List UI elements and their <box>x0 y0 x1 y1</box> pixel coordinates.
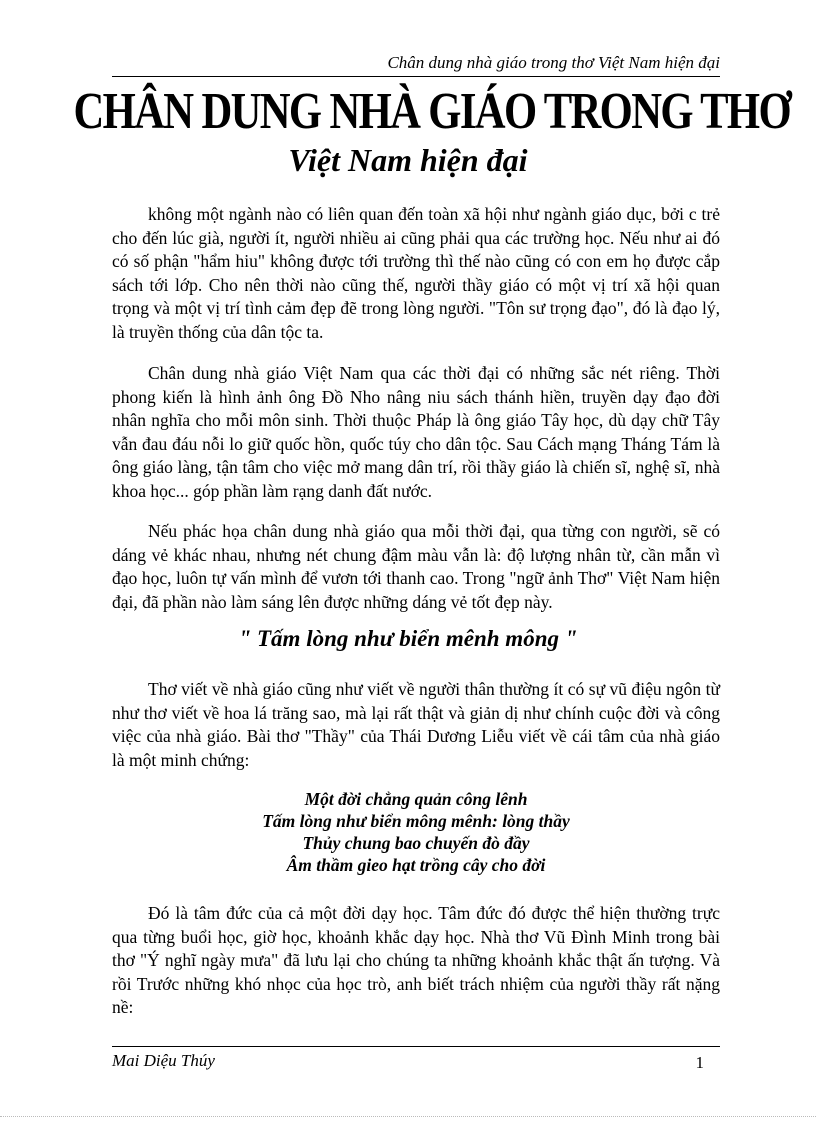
closing-paragraph-block <box>112 902 720 1020</box>
document-title: CHÂN DUNG NHÀ GIÁO TRONG THƠ <box>73 83 790 140</box>
paragraph-1: không một ngành nào có liên quan đến toàn xã hội như ngành giáo dục, bởi c trẻ cho đến lúc già, người ít, người nhiều ai cũng phải qua các trường học. Nếu như ai đó có số phận "hẩm hiu" không được tới trường thì thế nào cũng có con em họ được cắp sách tới lớp. Cho nên thời nào cũng thế, người thầy giáo có một vị trí xã hội quan trọng và một vị trí tình cảm đẹp đẽ trong lòng người. "Tôn sư trọng đạo", đó là đạo lý, là truyền thống của dân tộc ta. <box>112 204 720 342</box>
section-heading: " Tấm lòng như biển mênh mông " <box>238 626 578 651</box>
poem-line: Thủy chung bao chuyến đò đầy <box>302 833 530 853</box>
footer-author: Mai Diệu Thúy <box>112 1051 215 1070</box>
history-paragraph <box>112 362 720 503</box>
poem-line: Âm thầm gieo hạt trồng cây cho đời <box>286 855 546 875</box>
poem-block <box>112 788 720 876</box>
section-paragraph: Thơ viết về nhà giáo cũng như viết về người thân thường ít có sự vũ điệu ngôn từ như thơ viết về hoa lá trăng sao, mà lại rất thật và giản dị như chính cuộc đời và công việc của nhà giáo. Bài thơ "Thầy" của Thái Dương Liễu viết về cái tâm của nhà giáo là một minh chứng: <box>112 679 720 770</box>
document-subtitle: Việt Nam hiện đại <box>288 142 528 178</box>
footer-rule <box>112 1046 720 1047</box>
paragraph-2: Chân dung nhà giáo Việt Nam qua các thời đại có những sắc nét riêng. Thời phong kiến là hình ảnh ông Đồ Nho nâng niu sách thánh hiền, truyền dạy đạo đời nhân nghĩa cho mỗi môn sinh. Thời thuộc Pháp là ông giáo Tây học, dù dạy chữ Tây vẫn đau đáu nỗi lo giữ quốc hồn, quốc túy cho dân tộc. Sau Cách mạng Tháng Tám là ông giáo làng, tận tâm cho việc mở mang dân trí, rồi thầy giáo là chiến sĩ, nghệ sĩ, nhà khoa học... góp phần làm rạng danh đất nước. <box>112 363 720 501</box>
intro-paragraph <box>112 203 720 344</box>
poem-line: Một đời chẳng quản công lênh <box>304 789 528 809</box>
section-paragraph-block <box>112 678 720 772</box>
page-number: 1 <box>695 1053 704 1072</box>
closing-paragraph: Đó là tâm đức của cả một đời dạy học. Tâm đức đó được thể hiện thường trực qua từng buổi học, giờ học, khoảnh khắc dạy học. Nhà thơ Vũ Đình Minh trong bài thơ "Ý nghĩ ngày mưa" đã lưu lại cho chúng ta những khoảnh khắc thật ấn tượng. Và rồi Trước những khó nhọc của học trò, anh biết trách nhiệm của người thầy rất nặng nề: <box>112 903 720 1017</box>
poem-line: Tấm lòng như biển mông mênh: lòng thầy <box>262 811 570 831</box>
running-header: Chân dung nhà giáo trong thơ Việt Nam hiện đại <box>387 53 720 72</box>
header-rule <box>112 76 720 77</box>
portrait-paragraph <box>112 520 720 614</box>
paragraph-3: Nếu phác họa chân dung nhà giáo qua mỗi thời đại, qua từng con người, sẽ có dáng vẻ khác nhau, nhưng nét chung đậm màu vẫn là: độ lượng nhân từ, cần mẫn vì đạo học, luôn tự vấn mình để vươn tới thanh cao. Trong "ngữ ảnh Thơ" Việt Nam hiện đại, đã phần nào làm sáng lên được những dáng vẻ tốt đẹp này. <box>112 521 720 612</box>
page-bottom-border <box>0 1116 816 1117</box>
